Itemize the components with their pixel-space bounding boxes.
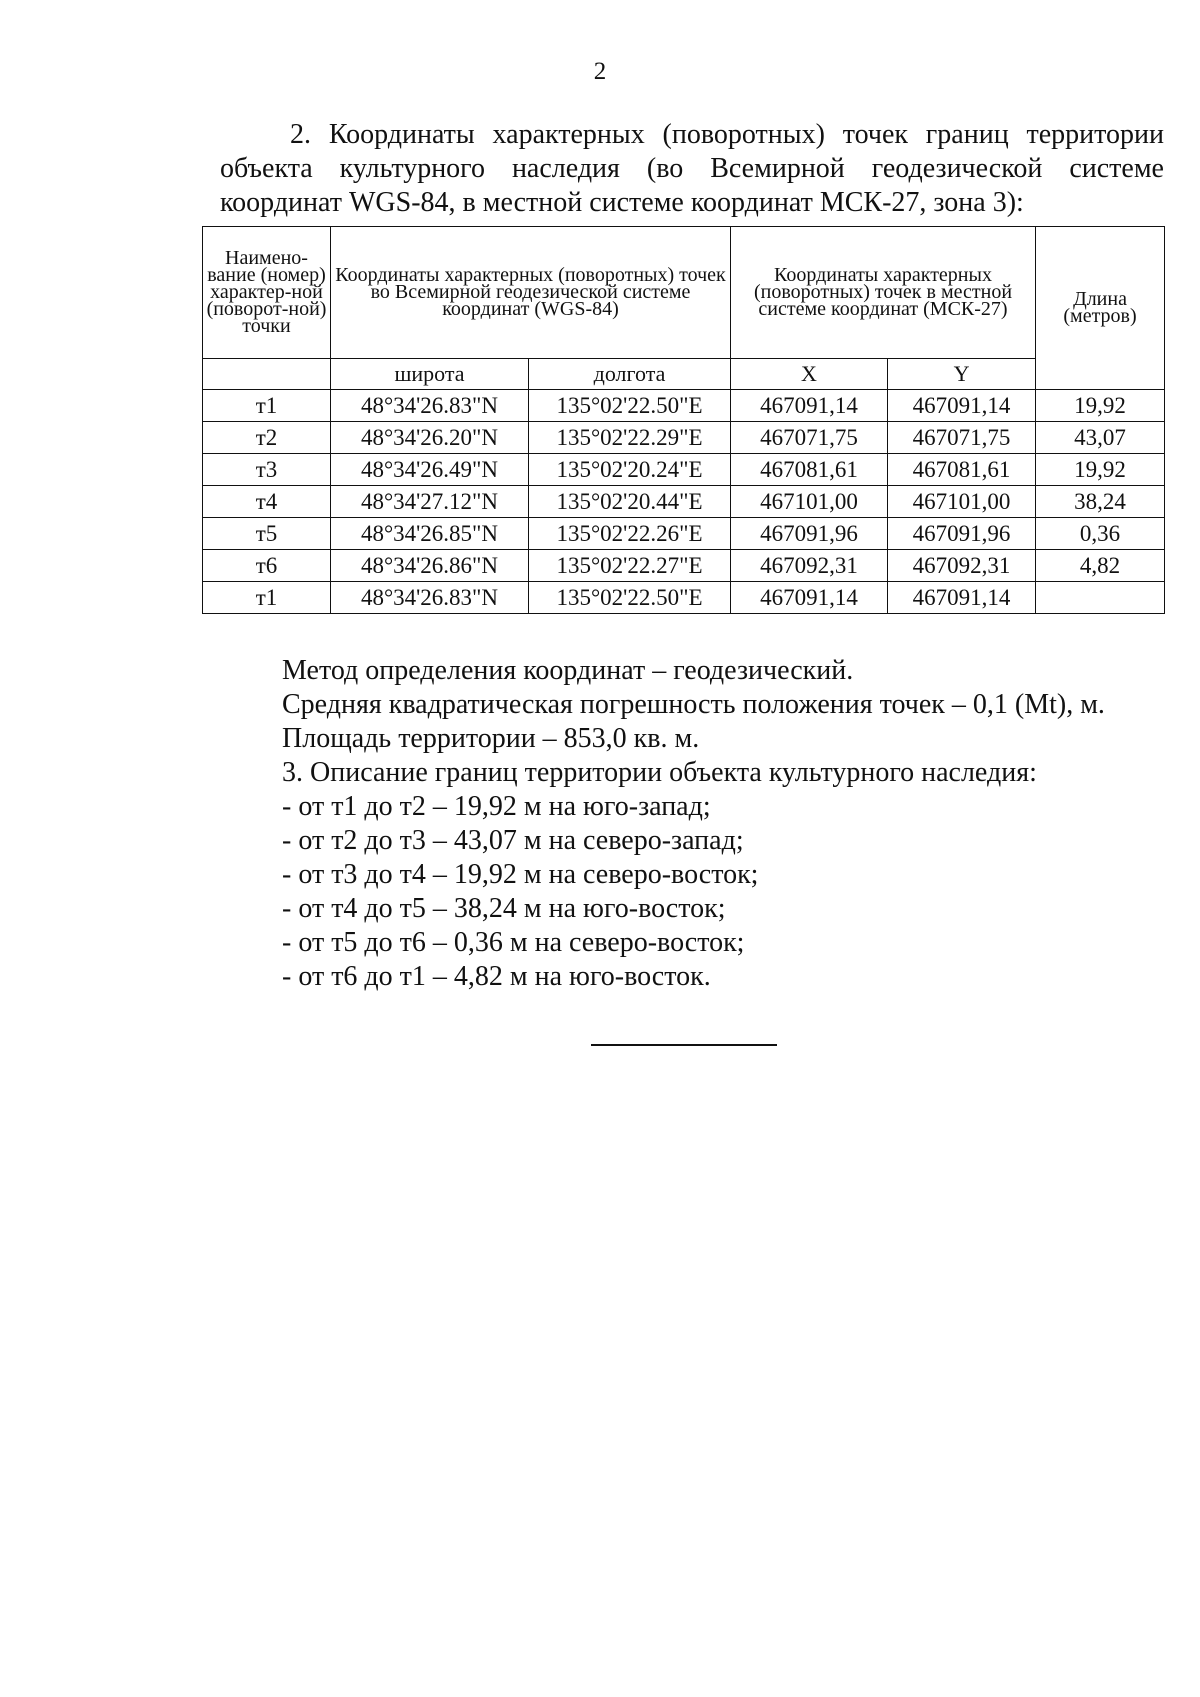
cell-longitude: 135°02'22.26"E [529,518,731,550]
cell-y: 467091,14 [888,582,1036,614]
table-row [203,518,1165,550]
cell-point: т2 [203,422,331,454]
cell-length: 19,92 [1036,390,1165,422]
table-row [203,422,1165,454]
cell-longitude: 135°02'22.50"E [529,390,731,422]
cell-length: 19,92 [1036,454,1165,486]
header-point-name-cont [203,359,331,390]
boundary-line: - от т3 до т4 – 19,92 м на северо-восток; [282,859,759,890]
area-line: Площадь территории – 853,0 кв. м. [282,723,700,754]
cell-y: 467092,31 [888,550,1036,582]
cell-latitude: 48°34'26.83"N [331,390,529,422]
header-y: Y [888,359,1036,390]
boundary-line: - от т5 до т6 – 0,36 м на северо-восток; [282,927,745,958]
cell-longitude: 135°02'20.24"E [529,454,731,486]
cell-x: 467081,61 [731,454,888,486]
cell-latitude: 48°34'26.86"N [331,550,529,582]
boundary-line: - от т6 до т1 – 4,82 м на юго-восток. [282,961,711,992]
header-length: Длина (метров) [1036,227,1165,390]
cell-longitude: 135°02'22.29"E [529,422,731,454]
boundary-line: - от т1 до т2 – 19,92 м на юго-запад; [282,791,711,822]
cell-longitude: 135°02'22.50"E [529,582,731,614]
page-number: 2 [593,58,607,85]
header-latitude: широта [331,359,529,390]
boundary-line: - от т4 до т5 – 38,24 м на юго-восток; [282,893,726,924]
cell-x: 467092,31 [731,550,888,582]
end-separator-line [591,1044,777,1046]
header-wgs84: Координаты характерных (поворотных) точек во Всемирной геодезической системе координат (WGS-84) [331,227,731,359]
header-msk27: Координаты характерных (поворотных) точек в местной системе координат (МСК-27) [731,227,1036,359]
method-line: Метод определения координат – геодезический. [282,655,854,686]
cell-point: т1 [203,390,331,422]
coordinates-table [202,226,1165,614]
table-row [203,550,1165,582]
boundary-line: - от т2 до т3 – 43,07 м на северо-запад; [282,825,744,856]
error-line: Средняя квадратическая погрешность положения точек – 0,1 (Mt), м. [282,689,1105,720]
cell-y: 467091,96 [888,518,1036,550]
cell-point: т6 [203,550,331,582]
cell-y: 467081,61 [888,454,1036,486]
cell-x: 467091,96 [731,518,888,550]
header-x: X [731,359,888,390]
cell-y: 467101,00 [888,486,1036,518]
cell-point: т4 [203,486,331,518]
cell-longitude: 135°02'22.27"E [529,550,731,582]
cell-length [1036,582,1165,614]
cell-point: т3 [203,454,331,486]
table-row [203,582,1165,614]
cell-latitude: 48°34'26.20"N [331,422,529,454]
table-row [203,486,1165,518]
cell-longitude: 135°02'20.44"E [529,486,731,518]
cell-x: 467101,00 [731,486,888,518]
cell-latitude: 48°34'26.49"N [331,454,529,486]
cell-latitude: 48°34'27.12"N [331,486,529,518]
section-2-intro: 2. Координаты характерных (поворотных) точек границ территории объекта культурного наследия (во Всемирной геодезической системе координат WGS-84, в местной системе координат МСК-27, зона 3): [220,119,1164,218]
cell-x: 467091,14 [731,390,888,422]
table-row [203,454,1165,486]
cell-latitude: 48°34'26.83"N [331,582,529,614]
section-3-heading: 3. Описание границ территории объекта культурного наследия: [282,757,1037,788]
description-block [282,654,1162,994]
cell-point: т1 [203,582,331,614]
cell-x: 467071,75 [731,422,888,454]
cell-length: 38,24 [1036,486,1165,518]
table-row [203,390,1165,422]
cell-x: 467091,14 [731,582,888,614]
cell-length: 4,82 [1036,550,1165,582]
cell-point: т5 [203,518,331,550]
header-point-name: Наимено-вание (номер) характер-ной (поворот-ной) точки [203,227,331,359]
cell-y: 467071,75 [888,422,1036,454]
cell-length: 43,07 [1036,422,1165,454]
cell-y: 467091,14 [888,390,1036,422]
cell-length: 0,36 [1036,518,1165,550]
header-longitude: долгота [529,359,731,390]
cell-latitude: 48°34'26.85"N [331,518,529,550]
